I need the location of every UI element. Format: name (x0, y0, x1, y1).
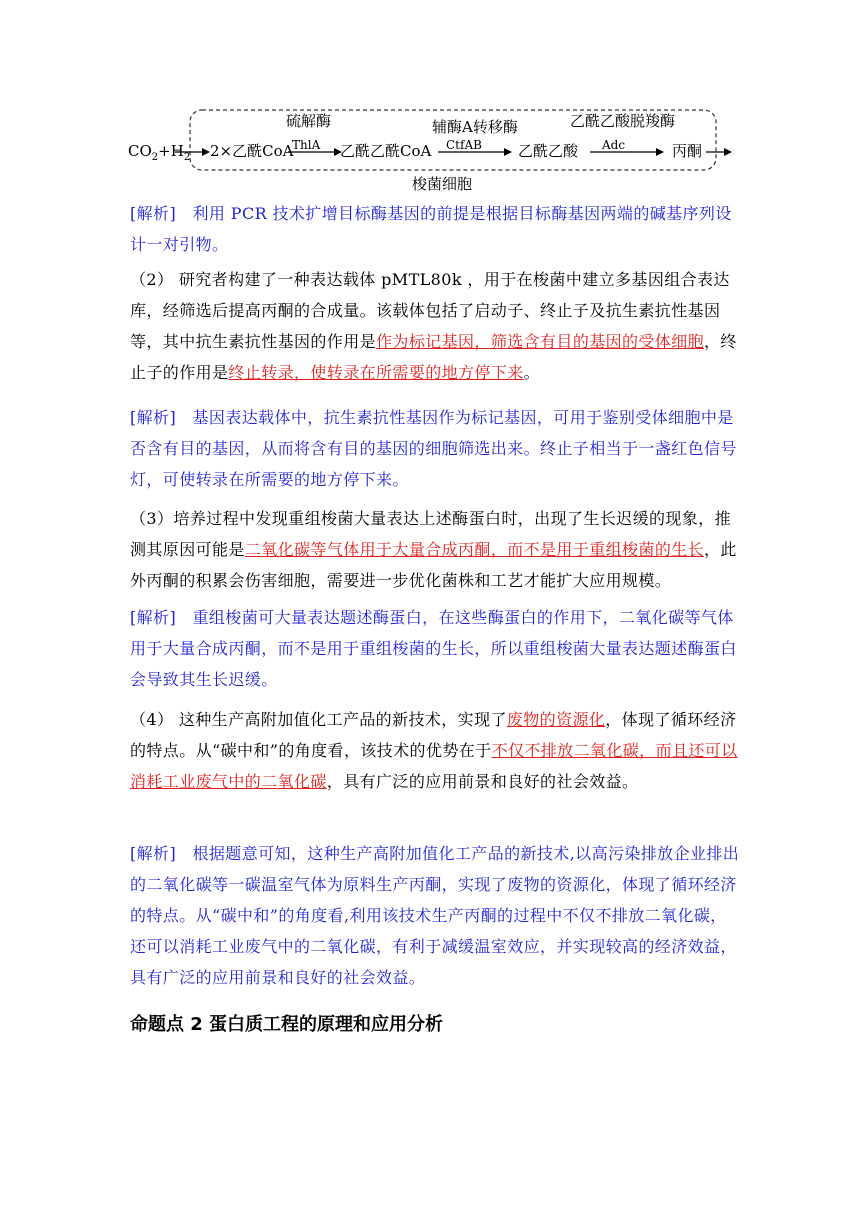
answer-blank: 不仅不排放二氧化碳，而且还可以消耗工业废气中的二氧化碳 (130, 741, 738, 791)
enzyme-coa-transferase-label: 辅酶A转移酶 (432, 118, 518, 136)
arrow-head-icon (504, 148, 512, 156)
section-heading: 命题点 2 蛋白质工程的原理和应用分析 (130, 1014, 444, 1035)
question-text: 。 (523, 363, 541, 382)
analysis-text: 基因表达载体中，抗生素抗性基因作为标记基因，可用于鉴别受体细胞中是否含有目的基因，从而将含有目的基因的细胞筛选出来。终止子相当于一盏红色信号灯，可使转录在所需要的地方停下来。 (130, 408, 737, 489)
analysis-4 (130, 838, 740, 993)
node-acetoacetate: 乙酰乙酸 (518, 142, 579, 160)
cell-label: 梭菌细胞 (412, 175, 473, 193)
analysis-tag: [解析] (130, 408, 177, 427)
analysis-text: 根据题意可知，这种生产高附加值化工产品的新技术,以高污染排放企业排出的二氧化碳等一碳温室气体为原料生产丙酮，实现了废物的资源化，体现了循环经济的特点。从“碳中和”的角度看,利用该技术生产丙酮的过程中不仅不排放二氧化碳，还可以消耗工业废气中的二氧化碳，有利于减缓温室效应，并实现较高的经济效益，具有广泛的应用前景和良好的社会效益。 (130, 844, 740, 987)
answer-blank: 终止转录，使转录在所需要的地方停下来 (228, 363, 524, 382)
enzyme-thiolase-label: 硫解酶 (286, 112, 332, 130)
enzyme-decarboxylase-label: 乙酰乙酸脱羧酶 (570, 112, 676, 130)
gene-ctfab-label: CtfAB (446, 138, 482, 152)
question-text: （2） 研究者构建了一种表达载体 pMTL80k ，用于在梭菌中建立多基因组合表达库，经筛选后提高丙酮的合成量。该载体包括了启动子、终止子及抗生素抗性基因等，其中抗生素抗性基因的作用是 (130, 270, 730, 351)
answer-blank: 废物的资源化 (506, 710, 606, 729)
analysis-2 (130, 402, 740, 495)
node-acetyl-coa: 2×乙酰CoA (210, 142, 294, 160)
answer-blank: 二氧化碳等气体用于大量合成丙酮，而不是用于重组梭菌的生长 (244, 540, 705, 559)
answer-blank: 作为标记基因，筛选含有目的基因的受体细胞 (376, 332, 705, 351)
node-acetone: 丙酮 (672, 142, 703, 160)
question-text: （3）培养过程中发现重组梭菌大量表达上述酶蛋白时，出现了生长迟缓的现象，推测其原因可能是 (130, 509, 731, 559)
analysis-1 (130, 198, 740, 260)
analysis-text: 利用 PCR 技术扩增目标酶基因的前提是根据目标酶基因两端的碱基序列设计一对引物。 (130, 204, 732, 254)
arrow-head-icon (202, 148, 210, 156)
gene-thla-label: ThlA (292, 138, 321, 152)
analysis-3 (130, 602, 740, 695)
analysis-tag: [解析] (130, 204, 177, 223)
node-acetoacetyl-coa: 乙酰乙酰CoA (340, 142, 432, 160)
arrow-head-icon (724, 148, 732, 156)
question-3 (130, 503, 740, 596)
question-text: （4） 这种生产高附加值化工产品的新技术，实现了 (130, 710, 507, 729)
question-text: ，体现了循环经济的特点。从“碳中和”的角度看，该技术的优势在于 (130, 710, 737, 760)
analysis-tag: [解析] (130, 608, 177, 627)
question-text: ，此外丙酮的积累会伤害细胞，需要进一步优化菌株和工艺才能扩大应用规模。 (130, 540, 737, 590)
question-2 (130, 264, 740, 388)
question-text: ，终止子的作用是 (130, 332, 737, 382)
substrate-label: $CO_2+H_2$ (128, 142, 191, 163)
analysis-tag: [解析] (130, 844, 177, 863)
pathway-diagram (126, 104, 738, 194)
arrow-head-icon (656, 148, 664, 156)
gene-adc-label: Adc (602, 138, 626, 152)
question-4 (130, 704, 740, 797)
analysis-text: 重组梭菌可大量表达题述酶蛋白，在这些酶蛋白的作用下，二氧化碳等气体用于大量合成丙酮，而不是用于重组梭菌的生长，所以重组梭菌大量表达题述酶蛋白会导致其生长迟缓。 (130, 608, 737, 689)
question-text: ，具有广泛的应用前景和良好的社会效益。 (326, 772, 639, 791)
